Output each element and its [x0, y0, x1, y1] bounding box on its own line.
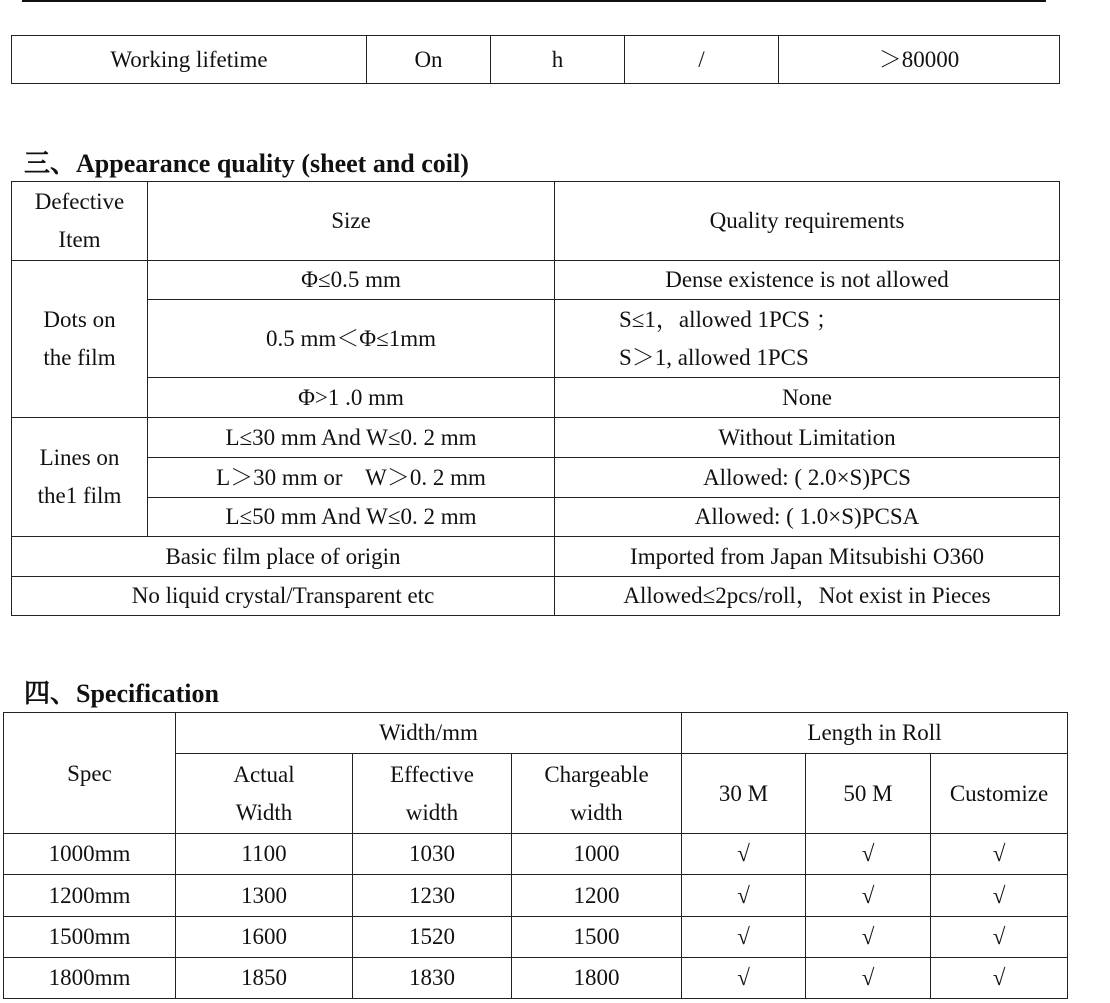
header-customize: Customize: [931, 754, 1068, 834]
dots-label-line1: Dots on: [43, 307, 116, 332]
table-row: [12, 418, 1060, 458]
check-30m-cell: √: [682, 917, 806, 958]
table-row: [12, 537, 1060, 577]
dots-size: 0.5 mm＜Φ≤1mm: [148, 300, 555, 378]
lifetime-value: ＞80000: [779, 36, 1060, 84]
appearance-table: [11, 181, 1060, 616]
table-header-row: [12, 182, 1060, 261]
table-row: [4, 917, 1068, 958]
header-actual-line2: Width: [235, 799, 293, 825]
effective-width-cell: 1230: [353, 875, 512, 917]
actual-width-cell: 1100: [176, 834, 353, 875]
dots-size: Φ≤0.5 mm: [148, 261, 555, 300]
dots-requirement: [555, 300, 1060, 378]
table-row: [4, 875, 1068, 917]
table-row: [12, 498, 1060, 537]
top-rule: [22, 0, 1046, 2]
table-header-row: [4, 713, 1068, 754]
liquid-label: No liquid crystal/Transparent etc: [12, 577, 555, 616]
lines-label-line2: the1 film: [37, 483, 122, 508]
dots-requirement: Dense existence is not allowed: [555, 261, 1060, 300]
spec-cell: 1800mm: [4, 958, 176, 999]
check-50m-cell: √: [806, 875, 931, 917]
spec-cell: 1200mm: [4, 875, 176, 917]
lines-size: L≤50 mm And W≤0. 2 mm: [148, 498, 555, 537]
lifetime-method: /: [625, 36, 779, 84]
header-30m: 30 M: [682, 754, 806, 834]
table-row: [12, 300, 1060, 378]
chargeable-width-cell: 1000: [512, 834, 682, 875]
lines-size: L≤30 mm And W≤0. 2 mm: [148, 418, 555, 458]
header-size: Size: [148, 182, 555, 261]
lines-label: [12, 418, 148, 537]
header-actual-line1: Actual: [233, 761, 295, 787]
actual-width-cell: 1600: [176, 917, 353, 958]
liquid-value: Allowed≤2pcs/roll，Not exist in Pieces: [555, 577, 1060, 616]
effective-width-cell: 1520: [353, 917, 512, 958]
dots-requirement-line1: S≤1，allowed 1PCS ；: [619, 306, 839, 332]
header-defective-item: [12, 182, 148, 261]
lines-requirement: Without Limitation: [555, 418, 1060, 458]
dots-label: [12, 261, 148, 418]
spec-cell: 1000mm: [4, 834, 176, 875]
actual-width-cell: 1850: [176, 958, 353, 999]
header-effective-width: [353, 754, 512, 834]
table-row: [12, 577, 1060, 616]
chargeable-width-cell: 1800: [512, 958, 682, 999]
effective-width-cell: 1030: [353, 834, 512, 875]
lifetime-condition: On: [367, 36, 491, 84]
origin-label: Basic film place of origin: [12, 537, 555, 577]
header-width-group: Width/mm: [176, 713, 682, 754]
lines-label-line1: Lines on: [39, 445, 120, 470]
chargeable-width-cell: 1500: [512, 917, 682, 958]
table-row: [12, 261, 1060, 300]
effective-width-cell: 1830: [353, 958, 512, 999]
check-customize-cell: √: [931, 875, 1068, 917]
lines-requirement: Allowed: ( 1.0×S)PCSA: [555, 498, 1060, 537]
check-customize-cell: √: [931, 958, 1068, 999]
header-defective-item-line1: Defective: [34, 189, 125, 214]
specification-heading: 四、Specification: [24, 679, 219, 708]
header-spec: Spec: [4, 713, 176, 834]
dots-requirement: None: [555, 378, 1060, 418]
dots-requirement-line2: S＞1, allowed 1PCS: [619, 344, 809, 370]
chargeable-width-cell: 1200: [512, 875, 682, 917]
appearance-heading: 三、Appearance quality (sheet and coil): [24, 149, 469, 178]
check-30m-cell: √: [682, 834, 806, 875]
header-50m: 50 M: [806, 754, 931, 834]
header-actual-width: [176, 754, 353, 834]
lines-size: L＞30 mm or W＞0. 2 mm: [148, 458, 555, 498]
header-effective-line1: Effective: [390, 761, 474, 787]
check-50m-cell: √: [806, 834, 931, 875]
table-row: [12, 458, 1060, 498]
header-length-group: Length in Roll: [682, 713, 1068, 754]
lifetime-unit: h: [491, 36, 625, 84]
header-quality: Quality requirements: [555, 182, 1060, 261]
check-50m-cell: √: [806, 917, 931, 958]
check-customize-cell: √: [931, 917, 1068, 958]
header-effective-line2: width: [405, 799, 459, 825]
check-30m-cell: √: [682, 958, 806, 999]
dots-label-line2: the film: [43, 345, 116, 370]
dots-size: Φ>1 .0 mm: [148, 378, 555, 418]
specification-table: [3, 712, 1068, 999]
table-row: [4, 958, 1068, 999]
table-row: [12, 378, 1060, 418]
table-row: [4, 834, 1068, 875]
origin-value: Imported from Japan Mitsubishi O360: [555, 537, 1060, 577]
table-row: [12, 36, 1060, 84]
header-chargeable-line1: Chargeable: [544, 761, 649, 787]
lifetime-item: Working lifetime: [12, 36, 367, 84]
lines-requirement: Allowed: ( 2.0×S)PCS: [555, 458, 1060, 498]
actual-width-cell: 1300: [176, 875, 353, 917]
header-defective-item-line2: Item: [58, 227, 101, 252]
header-chargeable-line2: width: [570, 799, 623, 825]
check-30m-cell: √: [682, 875, 806, 917]
header-chargeable-width: [512, 754, 682, 834]
check-customize-cell: √: [931, 834, 1068, 875]
lifetime-table: [11, 35, 1060, 84]
check-50m-cell: √: [806, 958, 931, 999]
spec-cell: 1500mm: [4, 917, 176, 958]
